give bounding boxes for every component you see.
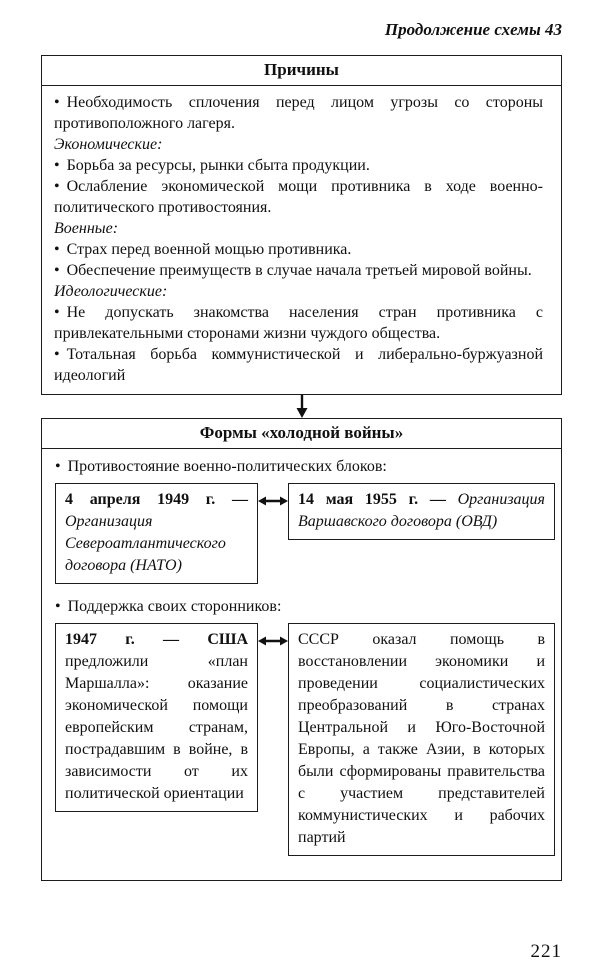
blocs-row — [55, 483, 555, 584]
cause-text: Обеспечение преимуществ в случае начала третьей мировой войны. — [66, 262, 532, 279]
forms-title: Формы «холодной войны» — [42, 419, 561, 449]
cause-text: Тотальная борьба коммунистической и либерально-буржуазной идеологий — [54, 346, 543, 384]
nato-box — [55, 483, 258, 584]
cause-text: Страх перед военной мощью противника. — [66, 241, 352, 258]
causes-box — [41, 55, 562, 395]
ussr-box — [288, 623, 555, 856]
cause-item — [54, 92, 543, 134]
support-row — [55, 623, 555, 856]
usa-text: предложили «план Маршалла»: оказание экономической помощи европейским странам, пострадавшим в войне, в зависимости от их политической ориентации — [65, 653, 248, 802]
causes-body — [42, 86, 561, 394]
bullet-marker-icon: • — [54, 241, 60, 258]
cause-item — [54, 302, 543, 344]
ovd-box — [288, 483, 555, 540]
cause-item — [54, 239, 543, 260]
bullet-marker-icon: • — [55, 458, 61, 475]
section-text: Противостояние военно-политических блоков: — [67, 458, 387, 475]
blocs-connector — [258, 495, 288, 507]
forms-body — [42, 449, 561, 880]
section-label-blocs — [55, 456, 540, 477]
down-arrow-icon — [295, 395, 309, 418]
nato-date: 4 апреля 1949 г. — — [65, 491, 248, 508]
running-header: Продолжение схемы 43 — [384, 20, 562, 39]
cause-category-label: Экономические: — [54, 136, 163, 153]
cause-text: Необходимость сплочения перед лицом угрозы со стороны противоположного лагеря. — [54, 94, 543, 132]
bullet-marker-icon: • — [54, 94, 60, 111]
usa-lead: 1947 г. — США — [65, 631, 248, 648]
bullet-marker-icon: • — [54, 346, 60, 363]
cause-item — [54, 344, 543, 386]
forms-box — [41, 418, 562, 881]
bullet-marker-icon: • — [54, 262, 60, 279]
cause-item — [54, 260, 543, 281]
cause-text: Ослабление экономической мощи противника в ходе военно-политического противостояния. — [54, 178, 543, 216]
bullet-marker-icon: • — [55, 598, 61, 615]
ovd-date: 14 мая 1955 г. — — [298, 491, 458, 508]
ovd-name: Организация Варшавского договора (ОВД) — [298, 491, 545, 530]
usa-marshall-box — [55, 623, 258, 812]
causes-title: Причины — [42, 56, 561, 86]
cause-text: Борьба за ресурсы, рынки сбыта продукции. — [66, 157, 370, 174]
cause-category-label: Военные: — [54, 220, 119, 237]
double-arrow-icon — [258, 495, 288, 507]
bullet-marker-icon: • — [54, 157, 60, 174]
support-connector — [258, 635, 288, 647]
section-label-support — [55, 596, 540, 617]
bullet-marker-icon: • — [54, 178, 60, 195]
cause-item — [54, 155, 543, 176]
nato-name: Организация Североатлантического договора (НАТО) — [65, 513, 226, 574]
cause-category-label: Идеологические: — [54, 283, 168, 300]
connector — [41, 395, 562, 418]
cause-text: Не допускать знакомства населения стран противника с привлекательными сторонами жизни чуждого общества. — [54, 304, 543, 342]
page-number: 221 — [530, 941, 562, 962]
double-arrow-icon — [258, 635, 288, 647]
section-text: Поддержка своих сторонников: — [67, 598, 282, 615]
ussr-text: СССР оказал помощь в восстановлении экономики и проведении социалистических преобразований в странах Центральной и Юго-Восточной Европы, а также Азии, в которых были сформированы правительства с участием представителей коммунистических и рабочих партий — [298, 631, 545, 846]
scheme-content — [41, 55, 562, 881]
cause-item — [54, 176, 543, 218]
bullet-marker-icon: • — [54, 304, 60, 321]
